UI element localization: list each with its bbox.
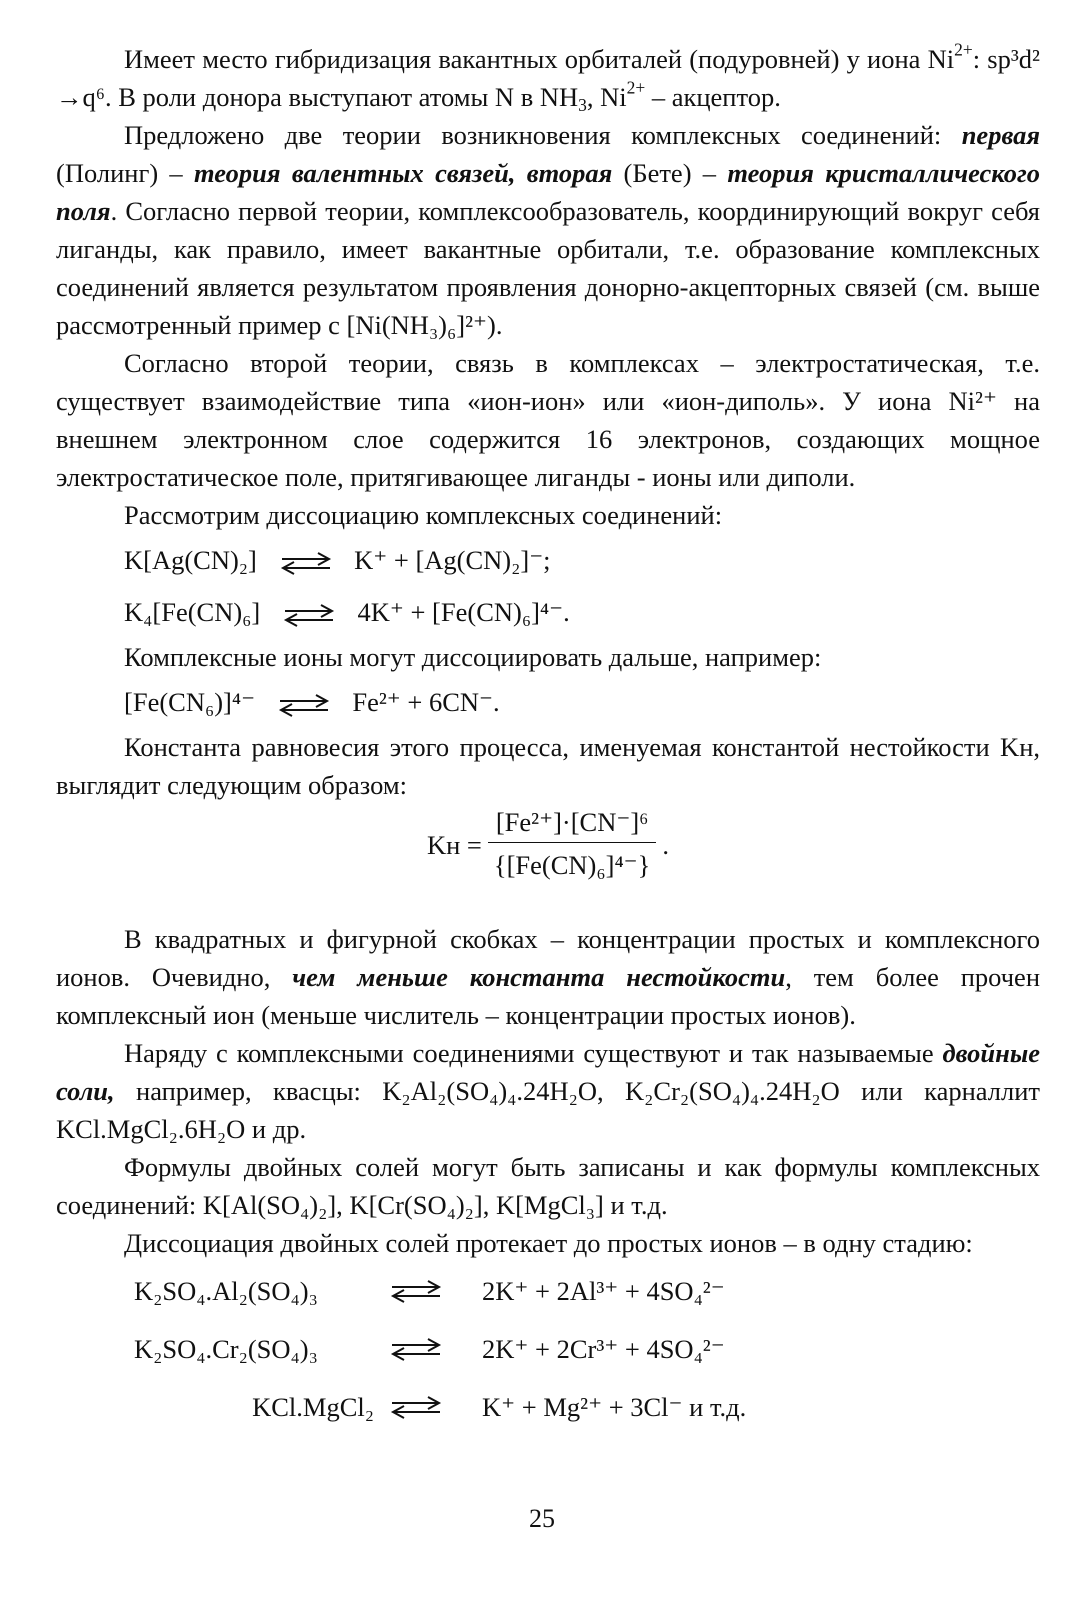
paragraph-brackets: В квадратных и фигурной скобках – концентрации простых и комплексного ионов. Очевидно, чем меньше константа нестойкости, тем более прочен комплексный ион (меньше числитель – концентрации простых ионов). — [56, 924, 1041, 1030]
paragraph-double-dissociation: Диссоциация двойных солей протекает до простых ионов – в одну стадию: — [124, 1228, 973, 1258]
equilibrium-arrow-icon — [281, 603, 337, 627]
paragraph-further: Комплексные ионы могут диссоциировать дальше, например: — [124, 642, 822, 672]
equilibrium-arrow-icon — [276, 693, 332, 717]
paragraph-theories: Предложено две теории возникновения комплексных соединений: первая (Полинг) – теория валентных связей, вторая (Бете) – теория кристаллического поля. Согласно первой теории, комплексообразователь, координирующий вокруг себя лиганды, как правило, имеет вакантные орбитали, т.е. образование комплексных соединений является результатом проявления донорно-акцепторных связей (см. выше рассмотренный пример с [Ni(NH₃)₆]²⁺). — [56, 120, 1040, 340]
paragraph-dissociation-intro: Рассмотрим диссоциацию комплексных соединений: — [124, 500, 723, 530]
equilibrium-arrow-icon — [388, 1395, 444, 1419]
paragraph-hybridization — [56, 40, 1040, 116]
page-number: 25 — [529, 1504, 555, 1533]
double-salt-equations — [134, 1262, 1040, 1436]
paragraph-formulas: Формулы двойных солей могут быть записаны и как формулы комплексных соединений: K[Al(SO₄)₂], K[Cr(SO₄)₂], K[MgCl₃] и т.д. — [56, 1152, 1040, 1220]
formula-denominator: {[Fe(CN)₆]⁴⁻} — [488, 842, 657, 885]
formula-instability-constant: Kн = $\frac{\text{[Fe²⁺]·[CN⁻]⁶}}{\text{\{[Fe(CN)₆]⁴⁻\}}}$ . — [56, 804, 1040, 920]
equation-row: KCl.MgCl₂ K⁺ + Mg²⁺ + 3Cl⁻ и т.д. — [252, 1392, 747, 1422]
text: $Ni^{2+}$: sp³d² →q⁶. В роли донора выступают атомы N в $NH_3$, $Ni^{2+}$ – акцептор. — [56, 39, 1040, 116]
formula-lhs: Kн = — [426, 829, 482, 860]
equation-row: K₂SO₄.Al₂(SO₄)₃ 2K⁺ + 2Al³⁺ + 4SO₄²⁻ — [134, 1276, 725, 1306]
equilibrium-arrow-icon — [388, 1337, 444, 1361]
equilibrium-arrow-icon — [388, 1279, 444, 1303]
paragraph-double-salts: Наряду с комплексными соединениями существуют и так называемые двойные соли, например, квасцы: K₂Al₂(SO₄)₄.24H₂O, K₂Cr₂(SO₄)₄.24H₂O или карналлит KCl.MgCl₂.6H₂O и др. — [56, 1038, 1040, 1144]
page-body — [56, 40, 1040, 1436]
paragraph-second-theory: Согласно второй теории, связь в комплексах – электростатическая, т.е. существует взаимодействие типа «ион-ион» или «ион-диполь». У иона Ni²⁺ на внешнем электронном слое содержится 16 электронов, создающих мощное электростатическое поле, притягивающее лиганды - ионы или диполи. — [56, 348, 1040, 492]
equilibrium-arrow-icon — [278, 551, 334, 575]
equation-fe-ion: [Fe(CN₆)]⁴⁻ Fe²⁺ + 6CN⁻. — [124, 687, 500, 717]
formula-numerator: [Fe²⁺]·[CN⁻]⁶ — [495, 807, 649, 837]
equation-fe: K₄[Fe(CN)₆] 4K⁺ + [Fe(CN)₆]⁴⁻. — [124, 597, 570, 627]
paragraph-constant: Константа равновесия этого процесса, именуемая константой нестойкости Kн, выглядит следующим образом: — [56, 732, 1040, 800]
equation-ag: K[Ag(CN)₂] K⁺ + [Ag(CN)₂]⁻; — [124, 545, 551, 575]
text: Имеет место гибридизация вакантных орбиталей (подуровней) у иона — [124, 44, 921, 74]
equation-row: K₂SO₄.Cr₂(SO₄)₃ 2K⁺ + 2Cr³⁺ + 4SO₄²⁻ — [134, 1334, 725, 1364]
